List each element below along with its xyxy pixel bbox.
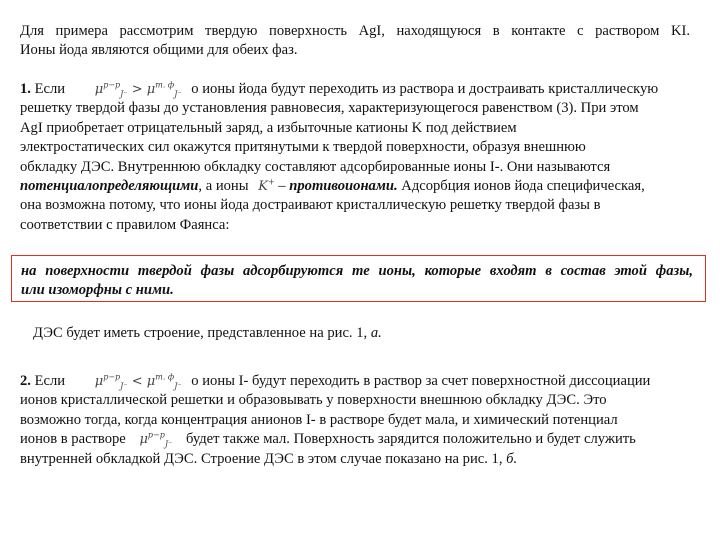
case2-line-1	[20, 372, 690, 391]
case2-paragraph	[20, 372, 690, 469]
term-counterions: противоионами.	[289, 178, 398, 195]
case1-line-1	[20, 80, 690, 99]
case2-line-4: ионов в растворе $\mu^{p-p}_{J^-}$ будет также мал. Поверхность зарядится положительно и будет служить	[20, 430, 636, 449]
case2-line-5: внутренней обкладкой ДЭС. Строение ДЭС в этом случае показано на рис. 1, б.	[20, 450, 518, 467]
structure-a-text: ДЭС будет иметь строение, представленное на рис. 1,	[33, 325, 371, 341]
case2-line-2: ионов кристаллической решетки и образовывать у поверхности внешнюю обкладку ДЭС. Это	[20, 392, 607, 409]
rule-line-1: на поверхности твердой фазы адсорбируются те ионы, которые входят в состав этой фазы,	[21, 263, 693, 279]
intro-paragraph	[20, 22, 690, 61]
case2-number: 2.	[20, 373, 31, 389]
case1-line-3: AgI приобретает отрицательный заряд, а избыточные катионы K под действием	[20, 119, 517, 136]
case1-line-7: она возможна потому, что ионы йода достраивают кристаллическую решетку твердой фазы в	[20, 197, 601, 214]
term-potential-determining: потенциалопределяющими	[20, 178, 199, 195]
k-ion-formula: K+	[258, 177, 275, 195]
case1-line-1-text: о ионы йода будут переходить из раствора и достраивать кристаллическую	[191, 81, 659, 97]
case1-formula: $\mu^{p-p}_{J^-} > \mu^{т. ф}_{J^-}$	[94, 80, 182, 99]
case1-if-word: Если	[34, 81, 66, 97]
figure-letter-a: а.	[370, 325, 382, 341]
case1-line-5: обкладку ДЭС. Внутреннюю обкладку составляют адсорбированные ионы I-. Они называются	[20, 158, 611, 175]
case2-if-word: Если	[34, 373, 66, 389]
case2-line-1-text: о ионы I- будут переходить в раствор за счет поверхностной диссоциации	[191, 373, 651, 389]
intro-line-2: Ионы йода являются общими для обеих фаз.	[20, 42, 298, 59]
case2-formula: $\mu^{p-p}_{J^-} < \mu^{т. ф}_{J^-}$	[94, 372, 182, 391]
rule-line-2: или изоморфны с ними.	[21, 282, 174, 299]
case1-line-4: электростатических сил окажутся притянутыми к твердой поверхности, образуя внешнюю	[20, 139, 586, 156]
structure-a-paragraph	[33, 324, 703, 343]
case1-paragraph	[20, 80, 690, 235]
case2-inline-formula: $\mu^{p-p}_{J^-}$	[139, 430, 173, 449]
fajans-rule-box	[11, 255, 706, 302]
case1-line-2: решетку твердой фазы до установления равновесия, характеризующегося равенством (3). При этом	[20, 100, 639, 117]
figure-letter-b: б.	[506, 450, 518, 467]
case1-line-6: потенциалопределяющими, а ионы K+ – противоионами. Адсорбция ионов йода специфическая,	[20, 177, 690, 196]
case1-line-8: соответствии с правилом Фаянса:	[20, 216, 230, 233]
intro-line-1: Для примера рассмотрим твердую поверхность AgI, находящуюся в контакте с раствором KI.	[20, 23, 690, 39]
case2-line-3: возможно тогда, когда концентрация анионов I- в растворе будет мала, и химический потенциал	[20, 411, 618, 428]
case1-number: 1.	[20, 81, 31, 97]
